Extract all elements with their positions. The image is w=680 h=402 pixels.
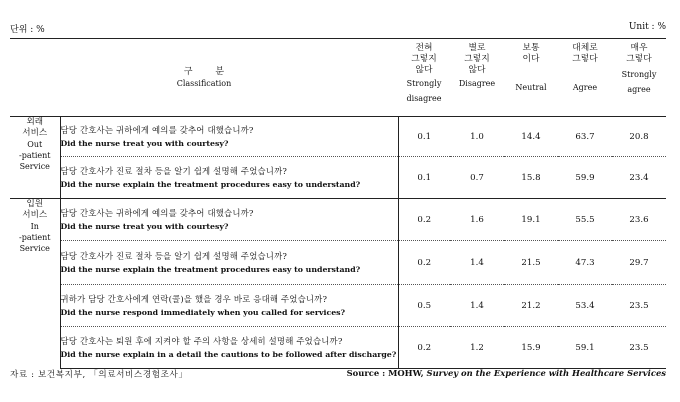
value-cell: 1.4 [450, 285, 504, 327]
value-cell: 59.9 [558, 157, 612, 199]
col-header-disagree: 별로 그렇지 않다 Disagree [458, 43, 496, 88]
value-cell: 47.3 [558, 241, 612, 285]
question-cell: 담당 간호사가 진료 절차 등을 알기 쉽게 설명해 주었습니까? Did the nurse explain the treatment procedures easy to understand? [60, 157, 398, 199]
table-row [10, 157, 666, 199]
group-label-inpatient: 입원 서비스 In -patient Service [10, 199, 60, 369]
value-cell: 15.8 [504, 157, 558, 199]
value-cell: 53.4 [558, 285, 612, 327]
value-cell: 1.4 [450, 241, 504, 285]
survey-table [10, 38, 666, 369]
table-row [10, 199, 666, 241]
value-cell: 1.6 [450, 199, 504, 241]
value-cell: 23.5 [612, 327, 666, 369]
value-cell: 19.1 [504, 199, 558, 241]
value-cell: 0.2 [398, 199, 450, 241]
question-cell: 담당 간호사는 귀하에게 예의를 갖추어 대했습니까? Did the nurse treat you with courtesy? [60, 199, 398, 241]
value-cell: 20.8 [612, 117, 666, 157]
value-cell: 0.1 [398, 117, 450, 157]
value-cell: 23.6 [612, 199, 666, 241]
col-header-strongly-agree: 매우 그렇다 Strongly agree [621, 43, 657, 94]
value-cell: 15.9 [504, 327, 558, 369]
value-cell: 0.2 [398, 241, 450, 285]
table-row [10, 241, 666, 285]
question-cell: 귀하가 담당 간호사에게 연락(콜)을 했을 경우 바로 응대해 주었습니까? Did the nurse respond immediately when you called for services? [60, 285, 398, 327]
value-cell: 21.2 [504, 285, 558, 327]
classification-en: Classification [176, 78, 232, 88]
value-cell: 59.1 [558, 327, 612, 369]
question-cell: 담당 간호사가 진료 절차 등을 알기 쉽게 설명해 주었습니까? Did the nurse explain the treatment procedures easy to understand? [60, 241, 398, 285]
question-cell: 담당 간호사는 퇴원 후에 지켜야 할 주의 사항을 상세히 설명해 주었습니까? Did the nurse explain in a detail the cautions to be followed after discharge? [60, 327, 398, 369]
value-cell: 21.5 [504, 241, 558, 285]
value-cell: 23.4 [612, 157, 666, 199]
value-cell: 0.7 [450, 157, 504, 199]
col-header-strongly-disagree: 전혀 그렇지 않다 Strongly disagree [406, 43, 442, 103]
value-cell: 55.5 [558, 199, 612, 241]
classification-header [10, 39, 398, 117]
unit-label-en: Unit : % [628, 22, 666, 32]
question-cell: 담당 간호사는 귀하에게 예의를 갖추어 대했습니까? Did the nurse treat you with courtesy? [60, 117, 398, 157]
source-footer [10, 368, 666, 382]
classification-ko: 구 분 [183, 66, 235, 77]
table-row [10, 117, 666, 157]
value-cell: 0.1 [398, 157, 450, 199]
value-cell: 1.2 [450, 327, 504, 369]
source-ko: 자료 : 보건복지부, 「의료서비스경험조사」 [10, 370, 188, 380]
col-header-agree: 대체로 그렇다 Agree [572, 43, 598, 92]
survey-title: Survey on the Experience with Healthcare Services [426, 368, 666, 378]
source-en: Source : MOHW, Survey on the Experience with Healthcare Services [346, 368, 666, 378]
value-cell: 1.0 [450, 117, 504, 157]
col-header-neutral: 보통 이다 Neutral [515, 43, 547, 92]
group-label-outpatient: 외래 서비스 Out -patient Service [10, 117, 60, 199]
unit-row [10, 22, 666, 36]
value-cell: 63.7 [558, 117, 612, 157]
table-row [10, 327, 666, 369]
value-cell: 0.5 [398, 285, 450, 327]
table-row [10, 285, 666, 327]
value-cell: 0.2 [398, 327, 450, 369]
value-cell: 29.7 [612, 241, 666, 285]
unit-label-ko: 단위 : % [10, 25, 45, 35]
value-cell: 14.4 [504, 117, 558, 157]
header-row [10, 39, 666, 117]
value-cell: 23.5 [612, 285, 666, 327]
